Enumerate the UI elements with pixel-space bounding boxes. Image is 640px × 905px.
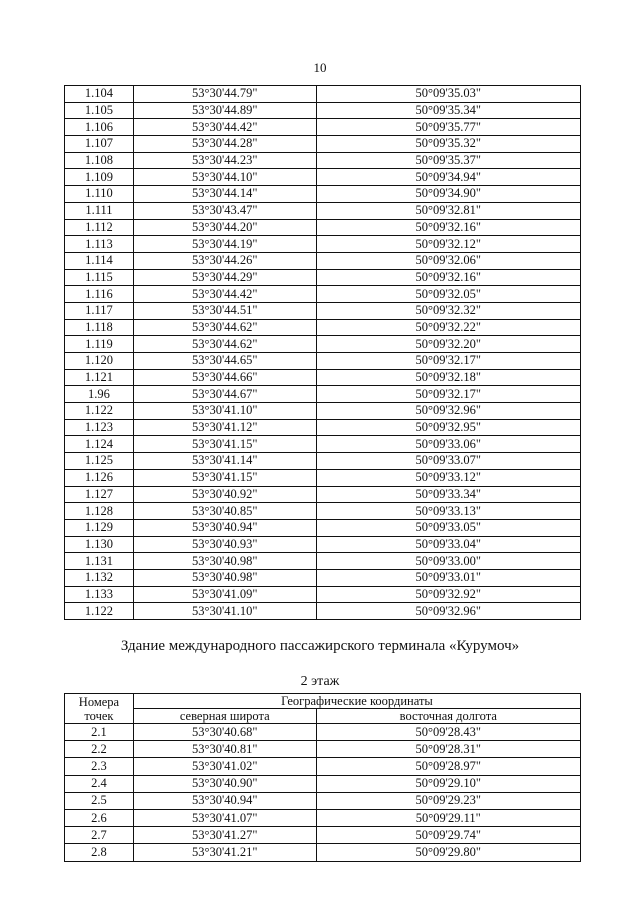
longitude-cell: 50°09'33.34" [316, 486, 580, 503]
longitude-cell: 50°09'34.90" [316, 186, 580, 203]
latitude-cell: 53°30'41.21" [133, 844, 316, 861]
point-number-cell: 1.127 [65, 486, 134, 503]
longitude-cell: 50°09'32.16" [316, 269, 580, 286]
floor-label: 2 этаж [300, 674, 340, 689]
longitude-cell: 50°09'32.17" [316, 386, 580, 403]
longitude-cell: 50°09'33.01" [316, 569, 580, 586]
latitude-cell: 53°30'44.23" [133, 152, 316, 169]
latitude-cell: 53°30'41.15" [133, 436, 316, 453]
point-number-cell: 1.96 [65, 386, 134, 403]
point-number-cell: 1.106 [65, 119, 134, 136]
latitude-cell: 53°30'44.62" [133, 319, 316, 336]
table-row [65, 586, 581, 603]
header-longitude: восточная долгота [316, 709, 580, 724]
point-number-cell: 1.107 [65, 136, 134, 153]
longitude-cell: 50°09'33.06" [316, 436, 580, 453]
header-subrow [65, 709, 581, 724]
longitude-cell: 50°09'32.05" [316, 286, 580, 303]
latitude-cell: 53°30'44.26" [133, 252, 316, 269]
table-row [65, 169, 581, 186]
table-row [65, 519, 581, 536]
point-number-cell: 1.118 [65, 319, 134, 336]
latitude-cell: 53°30'40.90" [133, 775, 316, 792]
latitude-cell: 53°30'41.07" [133, 809, 316, 826]
latitude-cell: 53°30'40.85" [133, 503, 316, 520]
latitude-cell: 53°30'44.28" [133, 136, 316, 153]
table-row [65, 252, 581, 269]
point-number-cell: 1.111 [65, 202, 134, 219]
table-row [65, 286, 581, 303]
point-number-cell: 1.110 [65, 186, 134, 203]
page-number: 10 [313, 60, 327, 75]
point-number-cell: 1.112 [65, 219, 134, 236]
longitude-cell: 50°09'29.80" [316, 844, 580, 861]
longitude-cell: 50°09'34.94" [316, 169, 580, 186]
point-number-cell: 1.117 [65, 302, 134, 319]
latitude-cell: 53°30'43.47" [133, 202, 316, 219]
longitude-cell: 50°09'32.16" [316, 219, 580, 236]
longitude-cell: 50°09'33.04" [316, 536, 580, 553]
latitude-cell: 53°30'44.42" [133, 119, 316, 136]
longitude-cell: 50°09'32.12" [316, 236, 580, 253]
table-row [65, 792, 581, 809]
longitude-cell: 50°09'32.22" [316, 319, 580, 336]
table-row [65, 436, 581, 453]
point-number-cell: 2.4 [65, 775, 134, 792]
longitude-cell: 50°09'33.05" [316, 519, 580, 536]
latitude-cell: 53°30'41.27" [133, 827, 316, 844]
point-number-cell: 2.1 [65, 724, 134, 741]
point-number-cell: 1.126 [65, 469, 134, 486]
point-number-cell: 1.104 [65, 86, 134, 103]
longitude-cell: 50°09'35.77" [316, 119, 580, 136]
point-number-cell: 1.124 [65, 436, 134, 453]
latitude-cell: 53°30'44.66" [133, 369, 316, 386]
table-row [65, 86, 581, 103]
table-row [65, 369, 581, 386]
latitude-cell: 53°30'40.81" [133, 741, 316, 758]
table-row [65, 469, 581, 486]
point-number-cell: 1.114 [65, 252, 134, 269]
longitude-cell: 50°09'35.32" [316, 136, 580, 153]
longitude-cell: 50°09'35.03" [316, 86, 580, 103]
longitude-cell: 50°09'28.31" [316, 741, 580, 758]
longitude-cell: 50°09'32.20" [316, 336, 580, 353]
latitude-cell: 53°30'44.29" [133, 269, 316, 286]
longitude-cell: 50°09'32.17" [316, 353, 580, 370]
longitude-cell: 50°09'35.37" [316, 152, 580, 169]
point-number-cell: 1.122 [65, 403, 134, 420]
longitude-cell: 50°09'29.74" [316, 827, 580, 844]
table-row [65, 386, 581, 403]
coordinates-table-2-header [65, 694, 581, 724]
longitude-cell: 50°09'33.13" [316, 503, 580, 520]
latitude-cell: 53°30'44.14" [133, 186, 316, 203]
longitude-cell: 50°09'28.43" [316, 724, 580, 741]
latitude-cell: 53°30'44.42" [133, 286, 316, 303]
point-number-cell: 1.123 [65, 419, 134, 436]
coordinates-table-1 [64, 85, 581, 620]
latitude-cell: 53°30'40.98" [133, 569, 316, 586]
latitude-cell: 53°30'40.93" [133, 536, 316, 553]
longitude-cell: 50°09'33.12" [316, 469, 580, 486]
latitude-cell: 53°30'44.51" [133, 302, 316, 319]
point-number-cell: 1.116 [65, 286, 134, 303]
longitude-cell: 50°09'32.81" [316, 202, 580, 219]
longitude-cell: 50°09'32.96" [316, 403, 580, 420]
point-number-cell: 1.108 [65, 152, 134, 169]
longitude-cell: 50°09'32.32" [316, 302, 580, 319]
latitude-cell: 53°30'40.68" [133, 724, 316, 741]
latitude-cell: 53°30'41.14" [133, 453, 316, 470]
header-row [65, 694, 581, 709]
coordinates-table-2-body [65, 724, 581, 862]
header-points: Номера точек [65, 694, 134, 724]
latitude-cell: 53°30'44.79" [133, 86, 316, 103]
table-row [65, 827, 581, 844]
table-row [65, 536, 581, 553]
longitude-cell: 50°09'32.96" [316, 603, 580, 620]
coordinates-table-2 [64, 693, 581, 862]
longitude-cell: 50°09'35.34" [316, 102, 580, 119]
point-number-cell: 1.115 [65, 269, 134, 286]
point-number-cell: 1.125 [65, 453, 134, 470]
table-row [65, 741, 581, 758]
latitude-cell: 53°30'41.12" [133, 419, 316, 436]
point-number-cell: 1.128 [65, 503, 134, 520]
point-number-cell: 1.130 [65, 536, 134, 553]
point-number-cell: 2.8 [65, 844, 134, 861]
latitude-cell: 53°30'40.94" [133, 792, 316, 809]
table-row [65, 186, 581, 203]
table-row [65, 569, 581, 586]
longitude-cell: 50°09'33.07" [316, 453, 580, 470]
header-coords: Географические координаты [133, 694, 580, 709]
table-row [65, 419, 581, 436]
latitude-cell: 53°30'41.15" [133, 469, 316, 486]
point-number-cell: 1.129 [65, 519, 134, 536]
latitude-cell: 53°30'44.65" [133, 353, 316, 370]
table-row [65, 302, 581, 319]
table-row [65, 353, 581, 370]
point-number-cell: 1.121 [65, 369, 134, 386]
longitude-cell: 50°09'32.18" [316, 369, 580, 386]
latitude-cell: 53°30'40.98" [133, 553, 316, 570]
point-number-cell: 1.105 [65, 102, 134, 119]
table-row [65, 724, 581, 741]
latitude-cell: 53°30'44.19" [133, 236, 316, 253]
table-row [65, 219, 581, 236]
longitude-cell: 50°09'29.10" [316, 775, 580, 792]
table-row [65, 486, 581, 503]
latitude-cell: 53°30'44.89" [133, 102, 316, 119]
table-row [65, 503, 581, 520]
point-number-cell: 1.133 [65, 586, 134, 603]
table-row [65, 236, 581, 253]
header-latitude: северная широта [133, 709, 316, 724]
longitude-cell: 50°09'29.11" [316, 809, 580, 826]
point-number-cell: 1.120 [65, 353, 134, 370]
point-number-cell: 1.113 [65, 236, 134, 253]
table-row [65, 152, 581, 169]
latitude-cell: 53°30'41.10" [133, 403, 316, 420]
table-row [65, 136, 581, 153]
point-number-cell: 2.6 [65, 809, 134, 826]
table-row [65, 336, 581, 353]
latitude-cell: 53°30'44.67" [133, 386, 316, 403]
table-row [65, 319, 581, 336]
latitude-cell: 53°30'41.10" [133, 603, 316, 620]
table-row [65, 844, 581, 861]
longitude-cell: 50°09'29.23" [316, 792, 580, 809]
table-row [65, 102, 581, 119]
table-row [65, 403, 581, 420]
table-row [65, 119, 581, 136]
point-number-cell: 2.5 [65, 792, 134, 809]
latitude-cell: 53°30'44.10" [133, 169, 316, 186]
point-number-cell: 2.7 [65, 827, 134, 844]
table-row [65, 758, 581, 775]
latitude-cell: 53°30'41.09" [133, 586, 316, 603]
table-row [65, 775, 581, 792]
point-number-cell: 1.131 [65, 553, 134, 570]
point-number-cell: 1.122 [65, 603, 134, 620]
point-number-cell: 1.132 [65, 569, 134, 586]
longitude-cell: 50°09'33.00" [316, 553, 580, 570]
table-row [65, 202, 581, 219]
latitude-cell: 53°30'40.92" [133, 486, 316, 503]
table-row [65, 603, 581, 620]
longitude-cell: 50°09'32.06" [316, 252, 580, 269]
longitude-cell: 50°09'32.95" [316, 419, 580, 436]
coordinates-table-1-body [65, 86, 581, 620]
longitude-cell: 50°09'28.97" [316, 758, 580, 775]
point-number-cell: 1.109 [65, 169, 134, 186]
longitude-cell: 50°09'32.92" [316, 586, 580, 603]
point-number-cell: 2.2 [65, 741, 134, 758]
point-number-cell: 1.119 [65, 336, 134, 353]
point-number-cell: 2.3 [65, 758, 134, 775]
table-row [65, 809, 581, 826]
table-row [65, 269, 581, 286]
latitude-cell: 53°30'40.94" [133, 519, 316, 536]
latitude-cell: 53°30'41.02" [133, 758, 316, 775]
latitude-cell: 53°30'44.62" [133, 336, 316, 353]
latitude-cell: 53°30'44.20" [133, 219, 316, 236]
table-row [65, 453, 581, 470]
section-title: Здание международного пассажирского терминала «Курумоч» [120, 638, 520, 654]
table-row [65, 553, 581, 570]
